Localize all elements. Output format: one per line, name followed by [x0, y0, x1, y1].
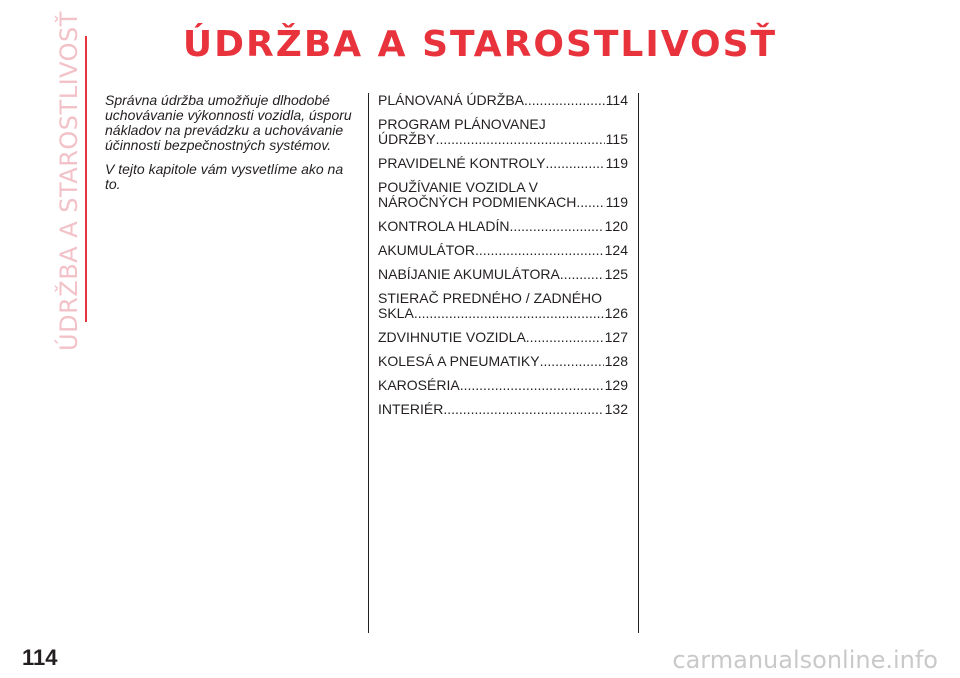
chapter-side-tab: [55, 11, 83, 351]
toc-leader: [576, 195, 604, 210]
column-divider-left: [368, 93, 369, 633]
toc-item-planovana-udrzba[interactable]: [378, 93, 628, 108]
toc-label: INTERIÉR: [378, 401, 444, 417]
toc-leader: [475, 243, 604, 258]
toc-item-pravidelne-kontroly[interactable]: [378, 156, 628, 171]
toc-label: ZDVIHNUTIE VOZIDLA: [378, 329, 526, 345]
toc-leader: [414, 306, 604, 321]
toc-leader: [443, 402, 603, 417]
toc-item-akumulator[interactable]: [378, 243, 628, 258]
toc-page: 126: [604, 305, 628, 321]
toc-leader: [509, 219, 603, 234]
chapter-title: ÚDRŽBA A STAROSTLIVOSŤ: [182, 24, 778, 65]
toc-item-interier[interactable]: [378, 402, 628, 417]
toc-page: 119: [605, 155, 628, 171]
toc-item-kolesa-a-pneumatiky[interactable]: [378, 354, 628, 369]
toc-page: 128: [604, 353, 628, 369]
page-number: 114: [22, 645, 58, 670]
toc-label: ÚDRŽBY: [378, 131, 436, 147]
toc-page: 114: [605, 92, 628, 108]
toc-page: 129: [604, 377, 628, 393]
intro-text: [105, 93, 355, 201]
toc-item-kontrola-hladin[interactable]: [378, 219, 628, 234]
toc-label: AKUMULÁTOR: [378, 242, 475, 258]
toc-page: 115: [605, 131, 628, 147]
toc-page: 127: [604, 329, 628, 345]
toc-page: 124: [604, 242, 628, 258]
toc-page: 125: [604, 266, 628, 282]
toc-label: PRAVIDELNÉ KONTROLY: [378, 155, 546, 171]
toc-label-line1: POUŽÍVANIE VOZIDLA V: [378, 179, 539, 195]
toc-leader: [560, 267, 604, 282]
toc-item-zdvihnutie-vozidla[interactable]: [378, 330, 628, 345]
toc-label: SKLA: [378, 305, 414, 321]
toc-item-stierac[interactable]: [378, 291, 628, 321]
toc-page: 120: [604, 218, 628, 234]
toc-label: KAROSÉRIA: [378, 377, 460, 393]
toc-label-line1: PROGRAM PLÁNOVANEJ: [378, 116, 546, 132]
toc-leader: [526, 330, 604, 345]
toc-leader: [540, 354, 604, 369]
table-of-contents: [378, 93, 628, 426]
toc-leader: [436, 132, 605, 147]
watermark: carmanualsonline.info: [672, 646, 938, 674]
intro-paragraph-1: Správna údržba umožňuje dlhodobé uchovávanie výkonnosti vozidla, úsporu nákladov na prevádzku a uchovávanie účinnosti bezpečnostných systémov.: [105, 92, 352, 153]
toc-leader: [546, 156, 605, 171]
toc-label: KONTROLA HLADÍN: [378, 218, 510, 234]
toc-item-karoseria[interactable]: [378, 378, 628, 393]
toc-label: PLÁNOVANÁ ÚDRŽBA: [378, 92, 524, 108]
toc-label: NABÍJANIE AKUMULÁTORA: [378, 266, 560, 282]
chapter-side-line: [85, 36, 87, 322]
toc-leader: [524, 93, 605, 108]
toc-leader: [460, 378, 604, 393]
chapter-side-tab-label: ÚDRŽBA A STAROSTLIVOSŤ: [55, 11, 83, 351]
toc-item-program-planovanej-udrzby[interactable]: [378, 117, 628, 147]
toc-label: KOLESÁ A PNEUMATIKY: [378, 353, 540, 369]
column-divider-right: [638, 93, 639, 633]
toc-label-line1: STIERAČ PREDNÉHO / ZADNÉHO: [378, 290, 603, 306]
toc-item-nabijanie-akumulatora[interactable]: [378, 267, 628, 282]
toc-item-pouzivanie-vozidla[interactable]: [378, 180, 628, 210]
toc-label: NÁROČNÝCH PODMIENKACH: [378, 194, 577, 210]
intro-paragraph-2: V tejto kapitole vám vysvetlíme ako na to.: [105, 161, 344, 192]
toc-page: 132: [604, 401, 628, 417]
toc-page: 119: [605, 194, 628, 210]
